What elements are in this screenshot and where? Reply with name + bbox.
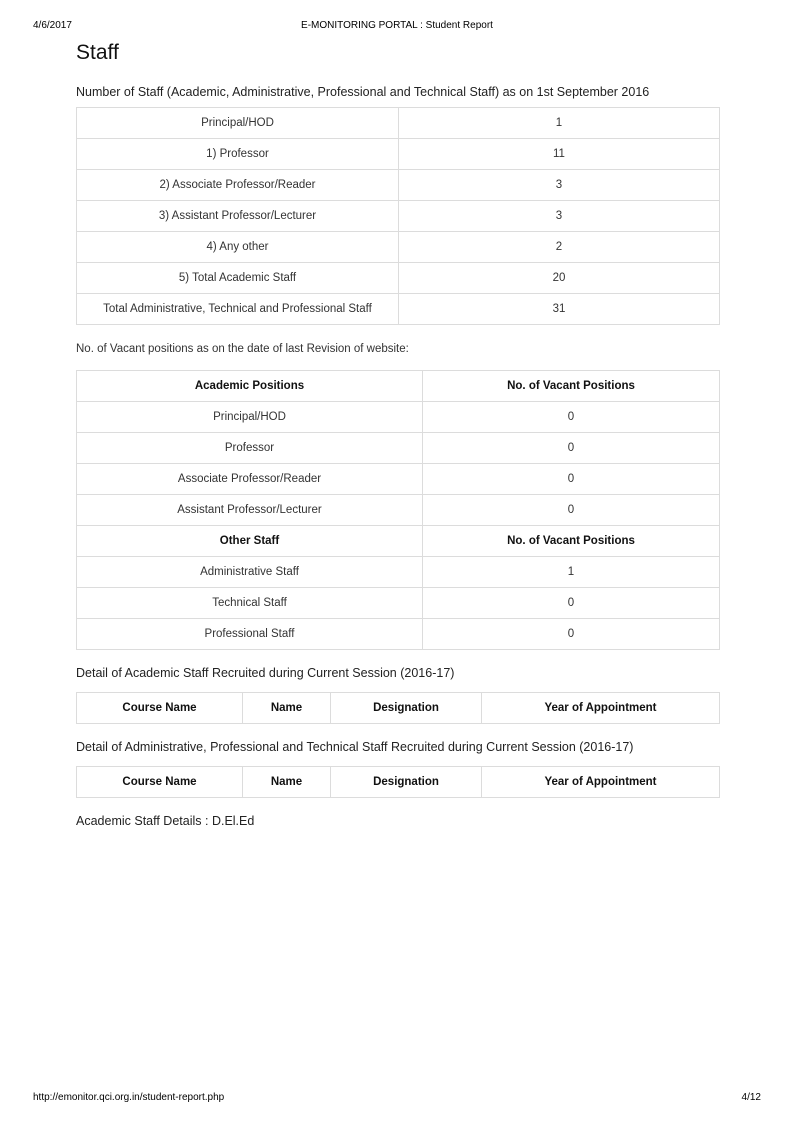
vacant-count-cell: 0 <box>423 619 720 650</box>
column-header: Designation <box>331 767 482 798</box>
column-header: Name <box>243 767 331 798</box>
column-header: Name <box>243 693 331 724</box>
column-header: Course Name <box>77 767 243 798</box>
table-row <box>77 263 720 294</box>
academic-recruited-heading: Detail of Academic Staff Recruited during Current Session (2016-17) <box>76 666 455 680</box>
position-cell: Professional Staff <box>77 619 423 650</box>
staff-role-cell: 4) Any other <box>77 232 399 263</box>
table-header-row <box>77 526 720 557</box>
page-title: Staff <box>76 41 119 64</box>
staff-role-cell: 1) Professor <box>77 139 399 170</box>
column-header: Year of Appointment <box>482 767 720 798</box>
column-header: Year of Appointment <box>482 693 720 724</box>
vacant-count-cell: 0 <box>423 433 720 464</box>
staff-role-cell: 5) Total Academic Staff <box>77 263 399 294</box>
table-header-row <box>77 767 720 798</box>
academic-staff-details-heading: Academic Staff Details : D.El.Ed <box>76 814 255 828</box>
column-header: Designation <box>331 693 482 724</box>
column-header: Course Name <box>77 693 243 724</box>
position-cell: Assistant Professor/Lecturer <box>77 495 423 526</box>
table-row <box>77 402 720 433</box>
academic-recruited-table <box>76 692 720 724</box>
staff-count-cell: 31 <box>399 294 720 325</box>
position-cell: Principal/HOD <box>77 402 423 433</box>
table-row <box>77 495 720 526</box>
table-row <box>77 139 720 170</box>
position-cell: Technical Staff <box>77 588 423 619</box>
column-header: Other Staff <box>77 526 423 557</box>
table-header-row <box>77 371 720 402</box>
table-row <box>77 619 720 650</box>
table-row <box>77 170 720 201</box>
staff-role-cell: Principal/HOD <box>77 108 399 139</box>
position-cell: Professor <box>77 433 423 464</box>
staff-count-cell: 11 <box>399 139 720 170</box>
column-header: No. of Vacant Positions <box>423 526 720 557</box>
column-header: No. of Vacant Positions <box>423 371 720 402</box>
report-content <box>76 40 719 828</box>
page-number: 4/12 <box>741 1092 761 1103</box>
staff-count-cell: 3 <box>399 201 720 232</box>
table-row <box>77 232 720 263</box>
staff-role-cell: 3) Assistant Professor/Lecturer <box>77 201 399 232</box>
staff-count-cell: 2 <box>399 232 720 263</box>
table-row <box>77 433 720 464</box>
position-cell: Administrative Staff <box>77 557 423 588</box>
vacant-count-cell: 0 <box>423 402 720 433</box>
table-row <box>77 588 720 619</box>
staff-count-heading: Number of Staff (Academic, Administrative, Professional and Technical Staff) as on 1st September 2016 <box>76 85 650 99</box>
vacant-positions-heading: No. of Vacant positions as on the date of last Revision of website: <box>76 343 409 355</box>
vacant-count-cell: 1 <box>423 557 720 588</box>
table-row <box>77 108 720 139</box>
table-row <box>77 201 720 232</box>
vacant-count-cell: 0 <box>423 495 720 526</box>
staff-count-cell: 20 <box>399 263 720 294</box>
table-row <box>77 557 720 588</box>
staff-count-cell: 1 <box>399 108 720 139</box>
table-header-row <box>77 693 720 724</box>
table-row <box>77 294 720 325</box>
staff-role-cell: 2) Associate Professor/Reader <box>77 170 399 201</box>
vacant-positions-table <box>76 370 720 650</box>
print-header <box>33 20 761 34</box>
vacant-count-cell: 0 <box>423 464 720 495</box>
vacant-count-cell: 0 <box>423 588 720 619</box>
staff-role-cell: Total Administrative, Technical and Professional Staff <box>77 294 399 325</box>
document-title: E-MONITORING PORTAL : Student Report <box>301 20 493 31</box>
table-row <box>77 464 720 495</box>
staff-count-cell: 3 <box>399 170 720 201</box>
print-date: 4/6/2017 <box>33 20 72 31</box>
print-footer <box>33 1092 761 1106</box>
admin-recruited-table <box>76 766 720 798</box>
staff-count-table <box>76 107 720 325</box>
column-header: Academic Positions <box>77 371 423 402</box>
position-cell: Associate Professor/Reader <box>77 464 423 495</box>
page-url: http://emonitor.qci.org.in/student-report.php <box>33 1092 225 1103</box>
admin-recruited-heading: Detail of Administrative, Professional and Technical Staff Recruited during Current Session (2016-17) <box>76 740 634 754</box>
